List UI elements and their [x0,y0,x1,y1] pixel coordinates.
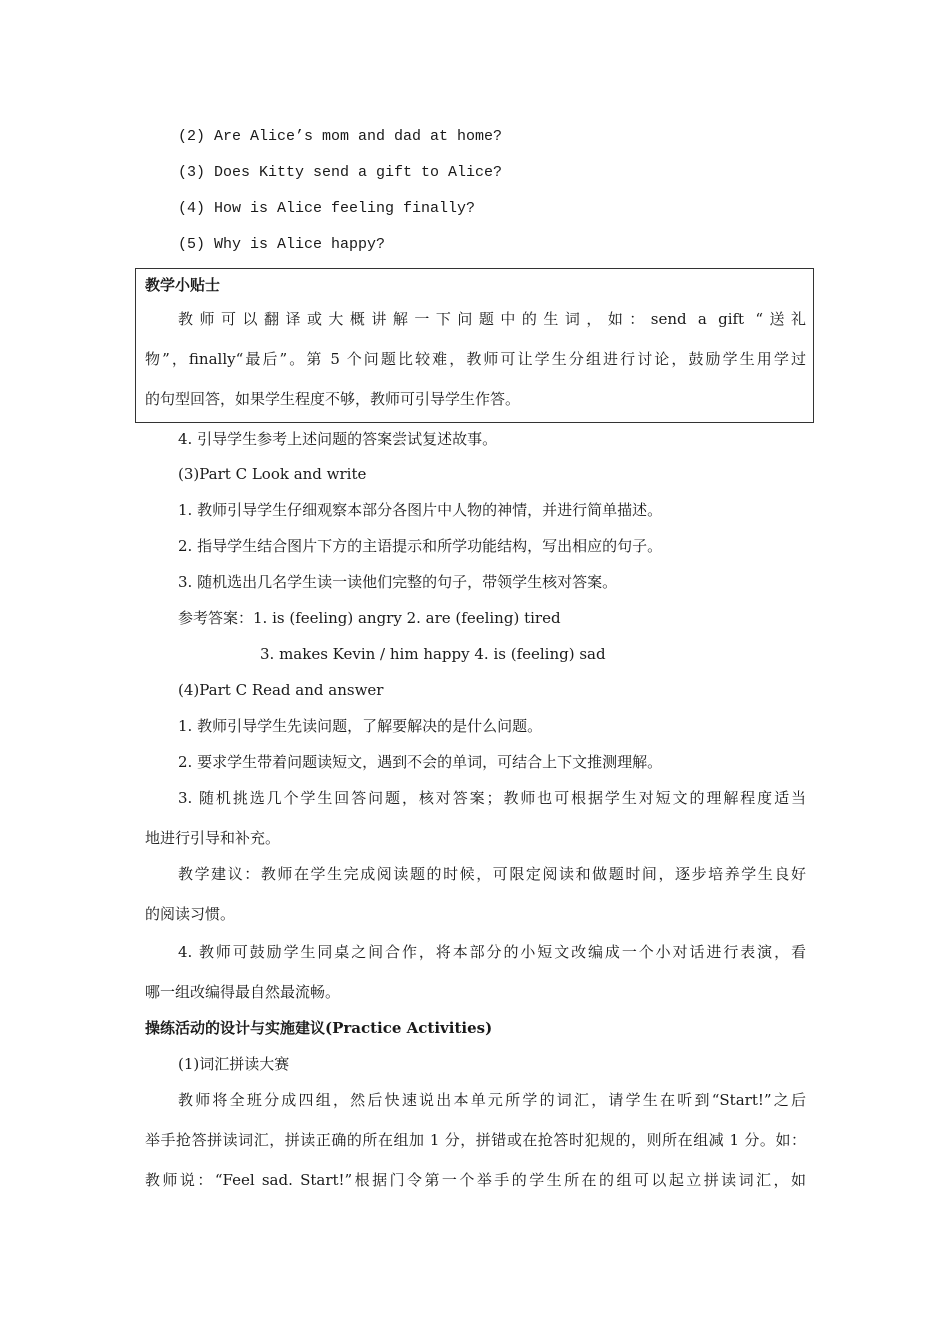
answers-line-2: 3. makes Kevin / him happy 4. is (feeling) sad [260,645,606,663]
part-4-item-2: 2. 要求学生带着问题读短文，遇到不会的单词，可结合上下文推测理解。 [178,753,663,771]
part-4-item-4b: 哪一组改编得最自然最流畅。 [145,983,341,1001]
part-3-item-3: 3. 随机选出几名学生读一读他们完整的句子，带领学生核对答案。 [178,573,618,591]
tip-line-1: 教师可以翻译或大概讲解一下问题中的生词，如：send a gift “送礼 [178,310,806,328]
tip-title: 教学小贴士 [145,276,221,294]
tip-line-2: 物”，finally“最后”。第 5 个问题比较难，教师可让学生分组进行讨论，鼓励学生用学过 [145,350,806,368]
question-4: (4) How is Alice feeling finally? [178,200,476,217]
question-3: (3) Does Kitty send a gift to Alice? [178,164,503,181]
practice-para-c: 教师说：“Feel sad. Start!”根据门令第一个举手的学生所在的组可以起立拼读词汇，如 [145,1171,806,1189]
part-3-item-1: 1. 教师引导学生仔细观察本部分各图片中人物的神情，并进行简单描述。 [178,501,663,519]
advice-b: 的阅读习惯。 [145,905,236,923]
step-4: 4. 引导学生参考上述问题的答案尝试复述故事。 [178,430,498,448]
question-2: (2) Are Alice’s mom and dad at home? [178,128,503,145]
answers-line-1: 参考答案：1. is (feeling) angry 2. are (feeling) tired [178,609,561,627]
part-3-heading: (3)Part C Look and write [178,465,367,483]
part-4-item-3b: 地进行引导和补充。 [145,829,281,847]
practice-heading: 操练活动的设计与实施建议(Practice Activities) [145,1019,493,1037]
tip-line-3: 的句型回答，如果学生程度不够，教师可引导学生作答。 [145,390,521,408]
advice-a: 教学建议：教师在学生完成阅读题的时候，可限定阅读和做题时间，逐步培养学生良好 [178,865,806,883]
practice-para-b: 举手抢答拼读词汇，拼读正确的所在组加 1 分，拼错或在抢答时犯规的，则所在组减 1 分。如： [145,1131,806,1149]
part-3-item-2: 2. 指导学生结合图片下方的主语提示和所学功能结构，写出相应的句子。 [178,537,663,555]
teaching-tip-box [135,268,814,423]
part-4-heading: (4)Part C Read and answer [178,681,384,699]
part-4-item-4a: 4. 教师可鼓励学生同桌之间合作，将本部分的小短文改编成一个小对话进行表演，看 [178,943,806,961]
part-4-item-3a: 3. 随机挑选几个学生回答问题，核对答案；教师也可根据学生对短文的理解程度适当 [178,789,806,807]
practice-sub: (1)词汇拼读大赛 [178,1055,290,1073]
part-4-item-1: 1. 教师引导学生先读问题，了解要解决的是什么问题。 [178,717,543,735]
question-5: (5) Why is Alice happy? [178,236,386,253]
practice-para-a: 教师将全班分成四组，然后快速说出本单元所学的词汇，请学生在听到“Start!”之后 [178,1091,806,1109]
